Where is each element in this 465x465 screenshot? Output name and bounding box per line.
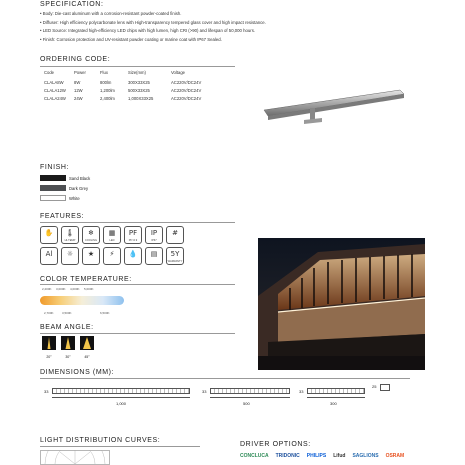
col-size: Size(mm) xyxy=(128,70,146,75)
finish-item xyxy=(40,195,90,201)
chip-icon xyxy=(103,226,121,244)
finish-label: White xyxy=(69,195,80,201)
cell: AC220V/DC24V xyxy=(171,95,202,101)
feature-glyph: 🌡 xyxy=(65,229,75,237)
feature-glyph: ★ xyxy=(87,250,95,258)
grid-icon xyxy=(166,226,184,244)
beam-20-icon xyxy=(42,336,56,350)
cct-tick: 5,000K xyxy=(84,287,94,291)
cell: 1,200lm xyxy=(100,87,115,93)
cell: AC220V/DC24V xyxy=(171,79,202,85)
driver-brand-logo: TRIDONIC xyxy=(275,453,300,459)
driver-brand-list xyxy=(240,453,404,459)
beam-label: 45° xyxy=(84,355,90,359)
color-temp-rule xyxy=(40,284,235,285)
feature-label: IP67 xyxy=(151,239,157,242)
finish-swatch-dark-grey xyxy=(40,185,66,191)
feature-glyph: # xyxy=(172,229,178,237)
spec-line-diffuser: • Diffuser: High efficiency polycarbonate lens with High-transparency tempered glass cover and high impact resistance. xyxy=(40,19,266,25)
spec-line-led: • LED Source: Integrated high-efficiency LED chips with high lumen, high CRI (>90) and lifespan of 50,000 hours. xyxy=(40,28,256,33)
cell: 300X33X25 xyxy=(128,79,150,85)
feature-label: HI-TEMP xyxy=(64,239,76,242)
beam-rule xyxy=(40,333,235,334)
cct-gradient-bar xyxy=(40,296,124,305)
cct-tick: 3,500K xyxy=(62,311,72,315)
driver-brand-logo: SAGLIONS xyxy=(352,453,379,459)
cell: 24W xyxy=(74,95,83,101)
col-flux: Flux xyxy=(100,70,108,75)
dim-bar-1000 xyxy=(52,388,190,394)
cool-icon xyxy=(82,226,100,244)
beam-label: 30° xyxy=(65,355,71,359)
cct-tick: 2,200K xyxy=(42,287,52,291)
beam-item xyxy=(42,336,56,359)
feature-glyph: 5Y xyxy=(170,250,180,258)
finish-swatch-sand-black xyxy=(40,175,66,181)
color-temp-title: COLOR TEMPERATURE: xyxy=(40,276,132,283)
spec-line-finish: • Finish: Corrosion protection and UV-resistant powder coating or marine coat with IP67 Sealed. xyxy=(40,36,222,42)
ordering-header-row xyxy=(44,68,214,78)
cell: 12W xyxy=(74,87,83,93)
driver-brand-logo: CONCLUCA xyxy=(240,453,269,459)
ordering-title: ORDERING CODE: xyxy=(40,56,111,63)
driver-brand-logo: OSRAM xyxy=(385,453,405,459)
driver-brand-logo: Lifud xyxy=(333,453,346,459)
feature-label: LED xyxy=(109,239,115,242)
cct-tick: 6,500K xyxy=(100,311,110,315)
pf-icon xyxy=(124,226,142,244)
driver-options-title: DRIVER OPTIONS: xyxy=(240,441,311,448)
features-grid xyxy=(40,226,200,265)
finish-label: Dark Grey xyxy=(69,185,89,191)
driver-brand-logo: PHILIPS xyxy=(306,453,327,459)
beam-item xyxy=(61,336,75,359)
warranty-icon xyxy=(166,247,184,265)
calendar-icon xyxy=(145,247,163,265)
spec-title: SPECIFICATION: xyxy=(40,1,104,8)
feature-label: PF>0.9 xyxy=(128,239,138,242)
beam-title: BEAM ANGLE: xyxy=(40,324,94,331)
hand-icon xyxy=(40,226,58,244)
feature-glyph: PF xyxy=(128,229,138,237)
feature-label: COOLING xyxy=(85,239,97,242)
flash-icon xyxy=(103,247,121,265)
feature-glyph: ☼ xyxy=(66,250,74,258)
cell: 1,000X33X25 xyxy=(128,95,154,101)
cell: 8W xyxy=(74,79,81,85)
dim-bar-500 xyxy=(210,388,290,394)
table-row xyxy=(44,94,214,102)
cell: 800lm xyxy=(100,79,112,85)
features-rule xyxy=(40,222,235,223)
dim-bar-300 xyxy=(307,388,365,394)
dim-side: 33 xyxy=(44,389,49,394)
ordering-rule xyxy=(40,66,235,67)
col-code: Code xyxy=(44,70,55,75)
finish-list xyxy=(40,175,90,201)
feature-glyph: Al xyxy=(45,250,53,258)
lamp-icon xyxy=(61,247,79,265)
dim-side: 33 xyxy=(202,389,207,394)
finish-label: Sand Black xyxy=(69,175,91,181)
feature-glyph: ▤ xyxy=(150,250,158,258)
feature-glyph: ▦ xyxy=(108,229,116,237)
cell: CLALA12W xyxy=(44,87,66,93)
cell: CLALA24W xyxy=(44,95,66,101)
col-power: Power xyxy=(74,70,86,75)
feature-glyph: ✋ xyxy=(44,229,54,237)
dim-length-1000: 1,000 xyxy=(116,401,127,406)
finish-title: FINISH: xyxy=(40,164,70,171)
beam-label: 20° xyxy=(46,355,52,359)
dim-length-300: 300 xyxy=(330,401,337,406)
table-row xyxy=(44,78,214,86)
feature-glyph: IP xyxy=(150,229,158,237)
feature-glyph: ❄ xyxy=(88,229,94,237)
building-photo xyxy=(258,238,425,370)
light-distribution-title: LIGHT DISTRIBUTION CURVES: xyxy=(40,437,161,444)
light-distribution-rule xyxy=(40,446,200,447)
beam-item xyxy=(80,336,94,359)
ip-icon xyxy=(145,226,163,244)
dim-line xyxy=(210,397,290,398)
spec-line-body: • Body: Die-cast aluminum with a corrosion-resistant powder-coated finish. xyxy=(40,11,182,16)
dimensions-rule xyxy=(40,378,410,379)
feature-glyph: ⚡ xyxy=(109,250,115,258)
ordering-table xyxy=(44,68,214,103)
feature-glyph: 💧 xyxy=(128,250,138,258)
table-row xyxy=(44,86,214,94)
spec-list xyxy=(40,10,266,44)
star-icon xyxy=(82,247,100,265)
dim-line xyxy=(307,397,365,398)
product-image xyxy=(250,78,410,138)
dim-side: 33 xyxy=(299,389,304,394)
finish-swatch-white xyxy=(40,195,66,201)
cell: 500X33X25 xyxy=(128,87,150,93)
aluminum-icon xyxy=(40,247,58,265)
drop-icon xyxy=(124,247,142,265)
cct-tick: 2,700K xyxy=(44,311,54,315)
cell: 2,400lm xyxy=(100,95,115,101)
beam-30-icon xyxy=(61,336,75,350)
cell: AC220V/DC24V xyxy=(171,87,202,93)
dim-length-500: 500 xyxy=(243,401,250,406)
beam-list xyxy=(42,336,94,359)
finish-item xyxy=(40,175,90,181)
cell: CLALA8W xyxy=(44,79,64,85)
feature-label: WARRANTY xyxy=(167,260,183,263)
dim-line xyxy=(52,397,190,398)
dim-profile: 25 xyxy=(372,384,377,389)
col-voltage: Voltage xyxy=(171,70,185,75)
cct-tick: 3,000K xyxy=(56,287,66,291)
dim-profile-icon xyxy=(380,384,390,391)
cct-tick: 4,000K xyxy=(70,287,80,291)
finish-item xyxy=(40,185,90,191)
beam-45-icon xyxy=(80,336,94,350)
features-title: FEATURES: xyxy=(40,213,85,220)
thermometer-icon xyxy=(61,226,79,244)
light-distribution-chart xyxy=(40,450,110,465)
dimensions-title: DIMENSIONS (MM): xyxy=(40,369,115,376)
